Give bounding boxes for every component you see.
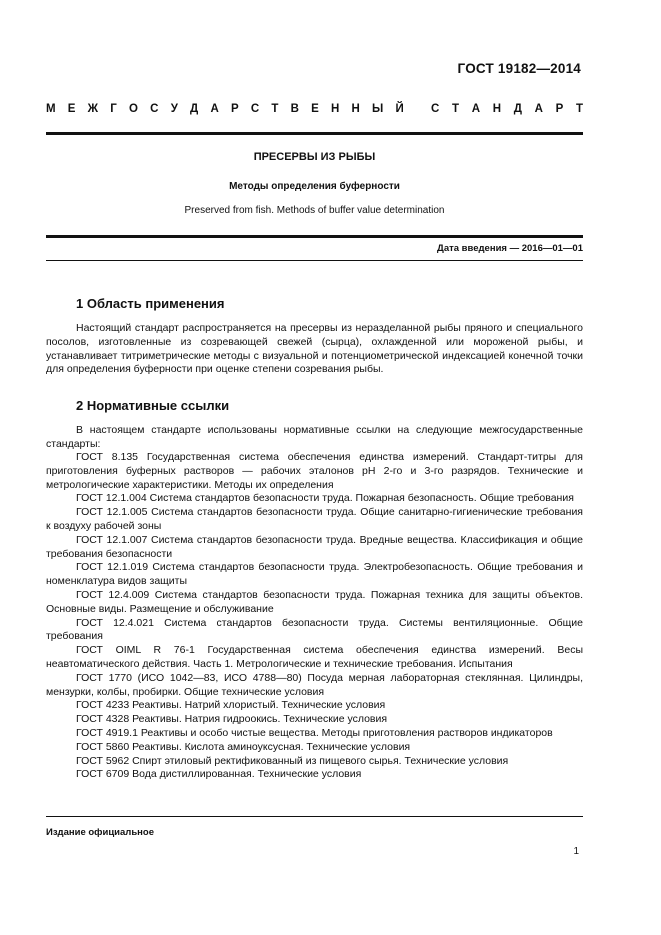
references-list — [46, 451, 583, 782]
banner-letter: Е — [67, 103, 76, 115]
reference-item: ГОСТ OIML R 76-1 Государственная система обеспечения единства измерений. Весы неавтоматического действия. Часть 1. Метрологические и технические требования. Испытания — [46, 644, 583, 670]
page-number: 1 — [573, 846, 579, 857]
banner-letter: С — [431, 103, 440, 115]
reference-item: ГОСТ 1770 (ИСО 1042—83, ИСО 4788—80) Посуда мерная лабораторная стеклянная. Цилиндры, мензурки, колбы, пробирки. Общие технические условия — [46, 671, 583, 698]
banner-letter: У — [170, 103, 178, 115]
banner-letter: Д — [513, 103, 522, 115]
banner-letter: Д — [190, 103, 199, 115]
reference-item: ГОСТ 5860 Реактивы. Кислота аминоуксусная. Технические условия — [76, 740, 411, 753]
banner-letter: В — [290, 103, 299, 115]
top-rule — [46, 132, 583, 135]
banner-letter: Р — [555, 103, 564, 115]
banner-letter: С — [150, 103, 159, 115]
reference-item: ГОСТ 12.1.005 Система стандартов безопасности труда. Общие санитарно-гигиенические требования к воздуху рабочей зоны — [46, 506, 583, 532]
banner-letter: А — [534, 103, 543, 115]
reference-item: ГОСТ 4233 Реактивы. Натрий хлористый. Технические условия — [76, 699, 386, 712]
banner-letter: Е — [311, 103, 319, 115]
reference-item: ГОСТ 5962 Спирт этиловый ректификованный из пищевого сырья. Технические условия — [76, 754, 509, 767]
reference-item: ГОСТ 4919.1 Реактивы и особо чистые вещества. Методы приготовления растворов индикаторов — [76, 726, 553, 739]
reference-item: ГОСТ 12.1.004 Система стандартов безопасности труда. Пожарная безопасность. Общие требования — [76, 492, 574, 505]
banner-letter: Й — [395, 103, 404, 115]
middle-rule — [46, 235, 583, 238]
reference-item: ГОСТ 12.1.019 Система стандартов безопасности труда. Электробезопасность. Общие требования и номенклатура видов защиты — [46, 561, 583, 588]
banner-letter: Н — [351, 103, 360, 115]
effective-date: Дата введения — 2016—01—01 — [437, 243, 583, 254]
banner-letter: Н — [330, 103, 340, 115]
banner-letter: Р — [230, 103, 239, 115]
banner-letter: Т — [575, 103, 583, 115]
doc-number: ГОСТ 19182—2014 — [457, 61, 581, 76]
reference-item: ГОСТ 6709 Вода дистиллированная. Технические условия — [76, 768, 362, 781]
banner-letter: А — [471, 103, 481, 115]
banner-letter: Г — [110, 103, 117, 115]
banner-letter: Ы — [372, 103, 384, 115]
document-title: ПРЕСЕРВЫ ИЗ РЫБЫ — [253, 151, 376, 163]
standard-type-word-2 — [431, 103, 583, 115]
section-1-text: Настоящий стандарт распространяется на пресервы из неразделанной рыбы пряного и специального посолов, изготовленные из созревающей свежей (сырца), охлажденной или мороженой рыбы, и устанавливает титриметрические методы с визуальной и потенциометрической индексацией конечной точки для определения буферности при оценке степени созревания рыбы. — [46, 322, 583, 376]
banner-letter: О — [129, 103, 138, 115]
section-2-intro: В настоящем стандарте использованы нормативные ссылки на следующие межгосударственные стандарты: — [46, 424, 583, 450]
reference-item: ГОСТ 8.135 Государственная система обеспечения единства измерений. Стандарт-титры для приготовления буферных растворов — рабочих эталонов pH 2-го и 3-го разрядов. Технические и метрологические характеристики. Методы их определения — [46, 451, 583, 491]
banner-letter: М — [46, 103, 56, 115]
reference-item: ГОСТ 12.4.009 Система стандартов безопасности труда. Пожарная техника для защиты объектов. Основные виды. Размещение и обслуживание — [46, 588, 583, 615]
reference-item: ГОСТ 12.4.021 Система стандартов безопасности труда. Системы вентиляционные. Общие требования — [46, 616, 583, 643]
section-1-heading: 1 Область применения — [76, 296, 225, 311]
banner-letter: Т — [452, 103, 460, 115]
banner-letter: Ж — [87, 103, 99, 115]
banner-letter: С — [250, 103, 260, 115]
footer-rule — [46, 816, 583, 817]
standard-type-banner — [46, 103, 583, 115]
banner-letter: Н — [492, 103, 502, 115]
section-2-heading: 2 Нормативные ссылки — [76, 398, 230, 413]
reference-item: ГОСТ 12.1.007 Система стандартов безопасности труда. Вредные вещества. Классификация и общие требования безопасности — [46, 533, 583, 560]
banner-letter: А — [210, 103, 219, 115]
standard-type-word-1 — [46, 103, 404, 115]
date-rule — [46, 260, 583, 261]
official-edition-label: Издание официальное — [46, 827, 154, 838]
english-title: Preserved from fish. Methods of buffer value determination — [184, 205, 445, 216]
reference-item: ГОСТ 4328 Реактивы. Натрия гидроокись. Технические условия — [76, 713, 388, 726]
banner-letter: Т — [271, 103, 279, 115]
document-subtitle: Методы определения буферности — [229, 181, 400, 192]
